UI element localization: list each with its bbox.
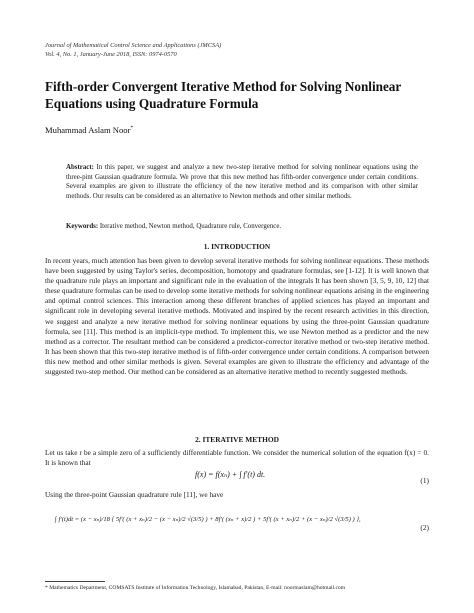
paper-title xyxy=(45,78,425,112)
introduction-paragraph: In recent years, much attention has been given to develop several iterative methods for solving nonlinear equations. These methods have been suggested by using Taylor's series, decomposition, homotopy and quadrature formulas, see [1-12]. It is well known that the quadrature rule plays an important and significant rule in the evaluation of the integrals It has been shown [3, 5, 9, 10, 12] that these quadrature formulas can be used to develop some iterative methods for solving nonlinear equations arising in the engineering and optimal control sciences. This interaction among these different branches of applied sciences has played an important and significant role in developing several iterative methods. Motivated and inspired by the recent research activities in this direction, we suggest and analyze a new iterative method for solving nonlinear equations by using the three-point Gaussian quadrature formula, see [11]. This method is an implicit-type method. To implement this, we use Newton method as a predictor and the new method as a corrector. The resultant method can be considered a predictor-corrector iterative method or two-step iterative method. It has been shown that this two-step iterative method is of fifth-order convergence under certain conditions. A comparison between this new method and other similar methods is given. Several examples are given to illustrate the efficiency and advantage of the suggested two-step method. Our method can be considered as an alternative iterative method to recently suggested methods. xyxy=(45,256,429,377)
section-heading-introduction: 1. INTRODUCTION xyxy=(203,242,271,251)
quadrature-paragraph: Using the three-point Gaussian quadrature rule [11], we have xyxy=(45,490,224,499)
equation-2-number: (2) xyxy=(420,523,429,532)
author-name xyxy=(45,125,133,135)
journal-volume: Vol. 4, No. 1, January-June 2018, ISSN: 0974-0570 xyxy=(45,51,177,59)
journal-name: Journal of Mathematical Control Science and Applications (JMCSA) xyxy=(45,42,222,49)
equation-2-expression: ∫ f′(t)dt = (x − xₙ)/18 { 5f′( (x + xₙ)/2 − (x − xₙ)/2 √(3/5) ) + 8f′( (xₙ + x)/2 ) + 5f′( (x + xₙ)/2 + (x − xₙ)/2 √(3/5) ) }, xyxy=(55,516,361,523)
abstract-text: In this paper, we suggest and analyze a new two-step iterative method for solving nonlinear equations using the three-pint Gaussian quadrature formula. We prove that this new method has fifth-order convergence under certain conditions. Several examples are given to illustrate the efficiency of the new iterative method and its comparison with other similar methods. Our results can be considered as an alternative to Newton methods and other similar methods. xyxy=(66,164,418,200)
abstract-label: Abstract: xyxy=(66,164,94,171)
author-footnote-mark: * xyxy=(130,125,134,132)
keywords-label: Keywords: xyxy=(66,223,99,230)
author-affiliation-footnote: * Mathematics Department, COMSATS Institute of Information Technology, Islamabad, Pakistan, E-mail: noormaslam@hotmail.com xyxy=(45,585,346,591)
footnote-divider xyxy=(45,581,105,582)
keywords xyxy=(66,222,418,232)
author-text: Muhammad Aslam Noor xyxy=(45,125,131,135)
journal-header xyxy=(45,41,221,59)
abstract xyxy=(66,163,418,201)
equation-1-expression: f(x) = f(xₙ) + ∫ f′(t) dt. xyxy=(195,470,266,479)
title-line-2: Equations using Quadrature Formula xyxy=(45,96,259,111)
keywords-text: Iterative method, Newton method, Quadrature rule, Convergence. xyxy=(98,223,282,230)
iterative-method-paragraph: Let us take r be a simple zero of a sufficiently differentiable function. We consider the numerical solution of the equation f(x) = 0. It is known that xyxy=(45,448,429,468)
section-heading-iterative-method: 2. ITERATIVE METHOD xyxy=(195,435,279,444)
equation-1-number: (1) xyxy=(420,476,429,485)
title-line-1: Fifth-order Convergent Iterative Method for Solving Nonlinear xyxy=(45,79,402,94)
